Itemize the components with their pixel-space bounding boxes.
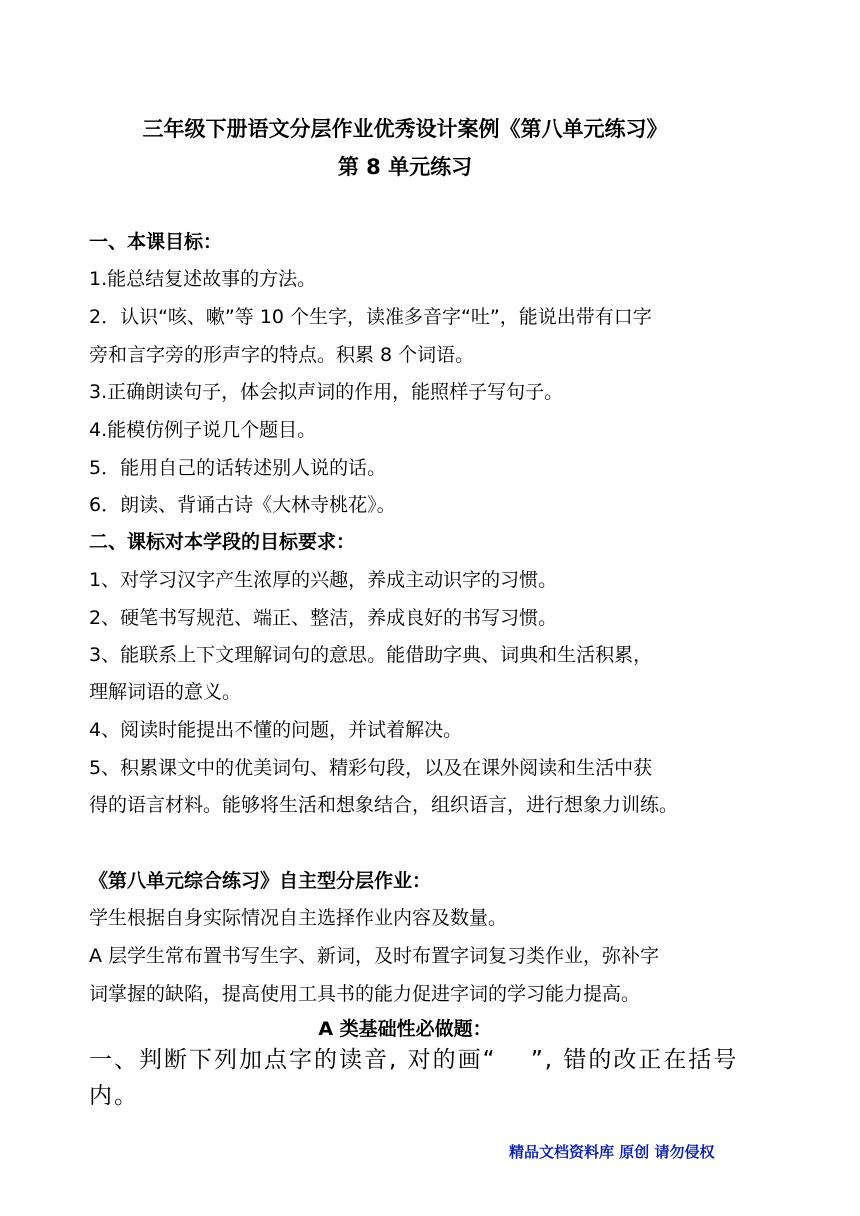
standard-item-continued: 得的语言材料。能够将生活和想象结合，组织语言，进行想象力训练。 — [89, 794, 679, 816]
standards-heading: 二、课标对本学段的目标要求： — [89, 531, 356, 553]
goal-item: 1.能总结复述故事的方法。 — [89, 268, 317, 290]
standard-item: 2、硬笔书写规范、端正、整洁，养成良好的书写习惯。 — [89, 607, 558, 629]
standard-item: 4、阅读时能提出不懂的问题，并试着解决。 — [89, 719, 463, 741]
goals-heading: 一、本课目标： — [89, 231, 223, 253]
document-subtitle: 第 8 单元练习 — [337, 155, 473, 179]
goal-item: 4.能模仿例子说几个题目。 — [89, 419, 317, 441]
homework-line: 学生根据自身实际情况自主选择作业内容及数量。 — [89, 907, 508, 929]
question-1-line: 一、判断下列加点字的读音, 对的画“ ”, 错的改正在括号 — [89, 1047, 739, 1073]
standard-item: 5、积累课文中的优美词句、精彩句段，以及在课外阅读和生活中获 — [89, 757, 653, 779]
goal-item: 2．认识“咳、嗽”等 10 个生字，读准多音字“吐”，能说出带有口字 — [89, 306, 652, 328]
homework-line: 词掌握的缺陷，提高使用工具书的能力促进字词的学习能力提高。 — [89, 983, 641, 1005]
goal-item: 5．能用自己的话转述别人说的话。 — [89, 457, 387, 479]
goal-item: 3.正确朗读句子，体会拟声词的作用，能照样子写句子。 — [89, 381, 564, 403]
goal-item: 6．朗读、背诵古诗《大林寺桃花》。 — [89, 494, 396, 516]
standard-item: 3、能联系上下文理解词句的意思。能借助字典、词典和生活积累， — [89, 644, 653, 666]
homework-line: A 层学生常布置书写生字、新词，及时布置字词复习类作业，弥补字 — [89, 945, 660, 967]
goal-item-continued: 旁和言字旁的形声字的特点。积累 8 个词语。 — [89, 344, 475, 366]
standard-item-continued: 理解词语的意义。 — [89, 681, 242, 703]
homework-heading: 《第八单元综合练习》自主型分层作业： — [89, 870, 432, 892]
section-a-heading: A 类基础性必做题： — [318, 1018, 492, 1040]
question-1-line-continued: 内。 — [89, 1083, 139, 1109]
footer-watermark: 精品文档资料库 原创 请勿侵权 — [509, 1143, 715, 1161]
document-title: 三年级下册语文分层作业优秀设计案例《第八单元练习》 — [142, 117, 668, 141]
standard-item: 1、对学习汉字产生浓厚的兴趣，养成主动识字的习惯。 — [89, 569, 558, 591]
